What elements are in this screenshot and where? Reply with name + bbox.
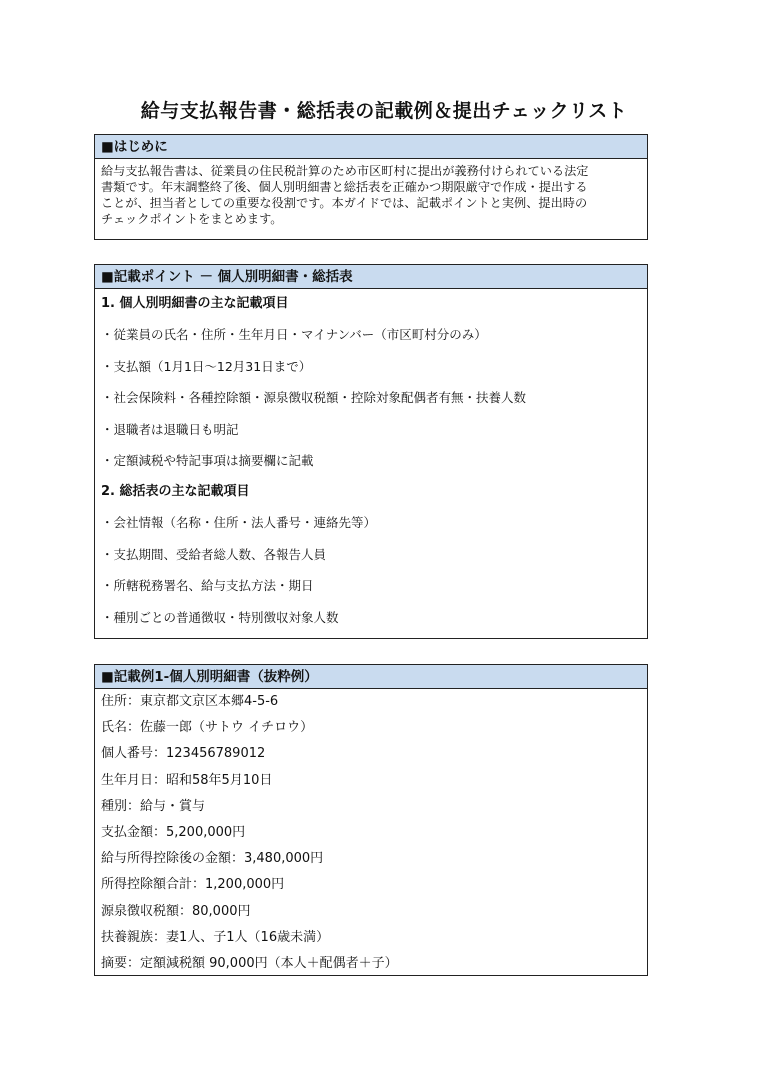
example-row-dependents: 扶養親族：妻1人、子1人（16歳未満）	[101, 929, 330, 945]
example-row-type: 種別：給与・賞与	[101, 798, 206, 814]
points-heading: ■記載ポイント － 個人別明細書・総括表	[95, 265, 647, 289]
section1-item: ・支払額（1月1日〜12月31日まで）	[101, 358, 312, 374]
example-row-address: 住所：東京都文京区本郷4-5-6	[101, 694, 279, 709]
page-title: 給与支払報告書・総括表の記載例＆提出チェックリスト	[140, 100, 628, 122]
intro-line: ことが、担当者としての重要な役割です。本ガイドでは、記載ポイントと実例、提出時の	[101, 196, 588, 210]
section2-item: ・会社情報（名称・住所・法人番号・連絡先等）	[101, 514, 377, 530]
section2-item: ・所轄税務署名、給与支払方法・期日	[101, 578, 314, 594]
section1-title: 1. 個人別明細書の主な記載項目	[101, 296, 289, 311]
intro-text	[95, 159, 647, 233]
example-row-withholding-tax: 源泉徴収税額：80,000円	[101, 903, 251, 919]
intro-box	[94, 134, 648, 240]
section1-item: ・退職者は退職日も明記	[101, 421, 239, 437]
intro-line: 給与支払報告書は、従業員の住民税計算のため市区町村に提出が義務付けられている法定	[101, 164, 589, 178]
section2-item: ・支払期間、受給者総人数、各報告人員	[101, 546, 327, 562]
section2-title: 2. 総括表の主な記載項目	[101, 483, 250, 499]
points-box	[94, 264, 648, 639]
section2-item: ・種別ごとの普通徴収・特別徴収対象人数	[101, 609, 339, 625]
example-heading: ■記載例1-個人別明細書（抜粋例）	[95, 665, 647, 689]
example-row-remarks: 摘要：定額減税額 90,000円（本人＋配偶者＋子）	[101, 955, 398, 971]
example-row-my-number: 個人番号：123456789012	[101, 746, 266, 762]
intro-line: チェックポイントをまとめます。	[101, 212, 283, 226]
example-row-income-after-deduction: 給与所得控除後の金額：3,480,000円	[101, 851, 324, 867]
section1-item: ・定額減税や特記事項は摘要欄に記載	[101, 453, 314, 469]
example-box	[94, 664, 648, 976]
section1-item: ・社会保険料・各種控除額・源泉徴収税額・控除対象配偶者有無・扶養人数	[101, 390, 527, 406]
example-row-name: 氏名：佐藤一郎（サトウ イチロウ）	[101, 720, 314, 736]
section1-item: ・従業員の氏名・住所・生年月日・マイナンバー（市区町村分のみ）	[101, 327, 487, 342]
intro-line: 書類です。年末調整終了後、個人別明細書と総括表を正確かつ期限厳守で作成・提出する	[101, 180, 588, 194]
example-row-payment: 支払金額：5,200,000円	[101, 824, 246, 840]
intro-heading: ■はじめに	[95, 135, 647, 159]
example-row-total-deduction: 所得控除額合計：1,200,000円	[101, 877, 285, 893]
example-row-birthdate: 生年月日：昭和58年5月10日	[101, 772, 273, 788]
